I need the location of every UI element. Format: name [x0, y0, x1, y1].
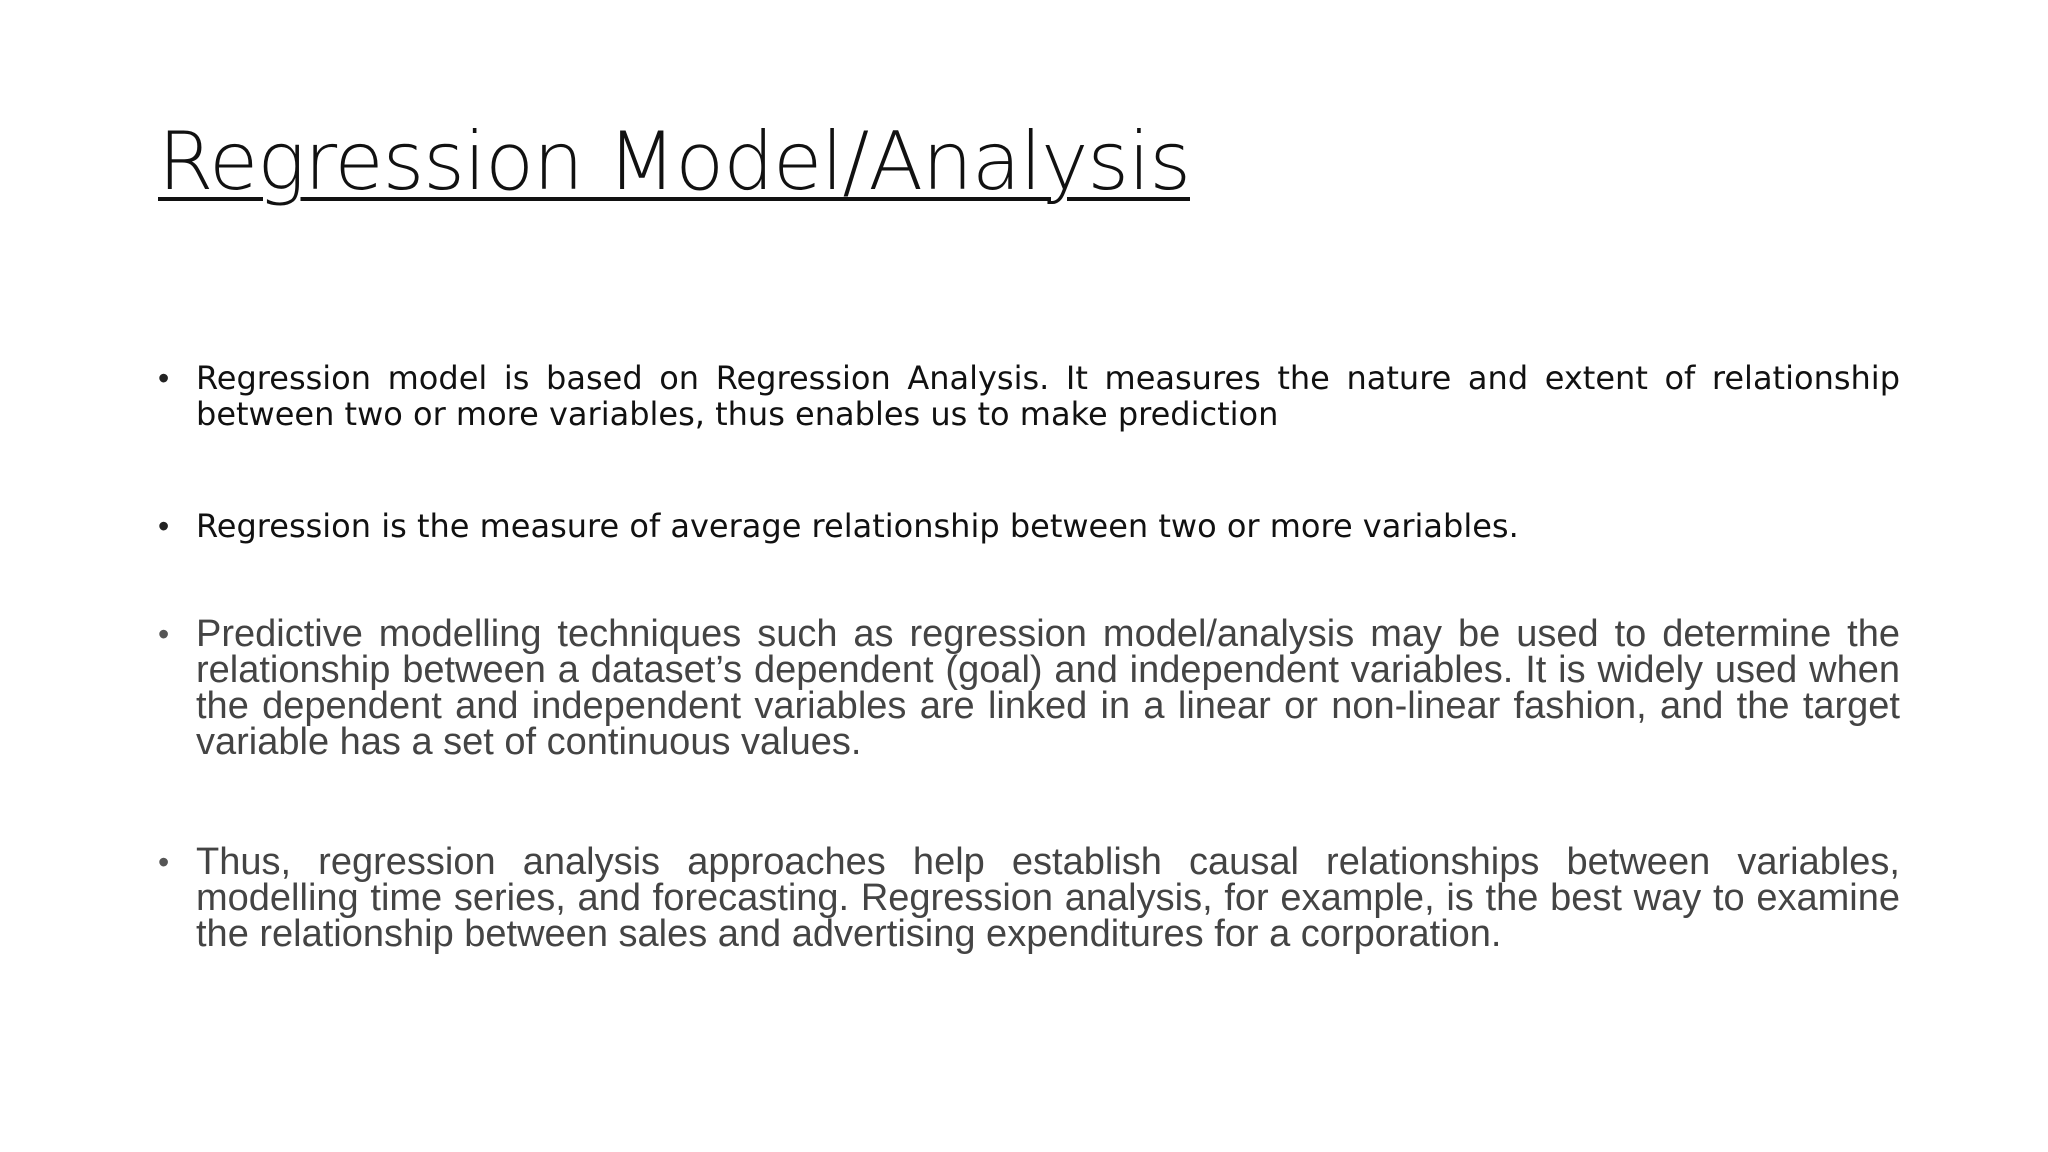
bullet-item — [150, 841, 1900, 955]
bullet-icon: • — [158, 616, 170, 652]
bullet-list — [150, 359, 1900, 955]
bullet-text: Regression model is based on Regression Analysis. It measures the nature and extent of relationship between two or more variables, thus enables us to make prediction — [196, 359, 1900, 433]
bullet-text: Regression is the measure of average relationship between two or more variables. — [196, 507, 1519, 545]
bullet-icon: • — [158, 360, 170, 396]
slide-title: Regression Model/Analysis — [158, 115, 1190, 208]
bullet-item — [150, 360, 1900, 432]
bullet-item — [150, 613, 1900, 763]
bullet-item — [150, 508, 1900, 544]
bullet-text: Thus, regression analysis approaches help establish causal relationships between variables, modelling time series, and forecasting. Regression analysis, for example, is the best way to examine the relationship between sales and advertising expenditures for a corporation. — [196, 841, 1900, 955]
bullet-icon: • — [158, 844, 170, 880]
bullet-icon: • — [158, 508, 170, 544]
bullet-text: Predictive modelling techniques such as regression model/analysis may be used to determine the relationship between a dataset’s dependent (goal) and independent variables. It is widely used when the dependent and independent variables are linked in a linear or non-linear fashion, and the target variable has a set of continuous values. — [196, 613, 1900, 763]
